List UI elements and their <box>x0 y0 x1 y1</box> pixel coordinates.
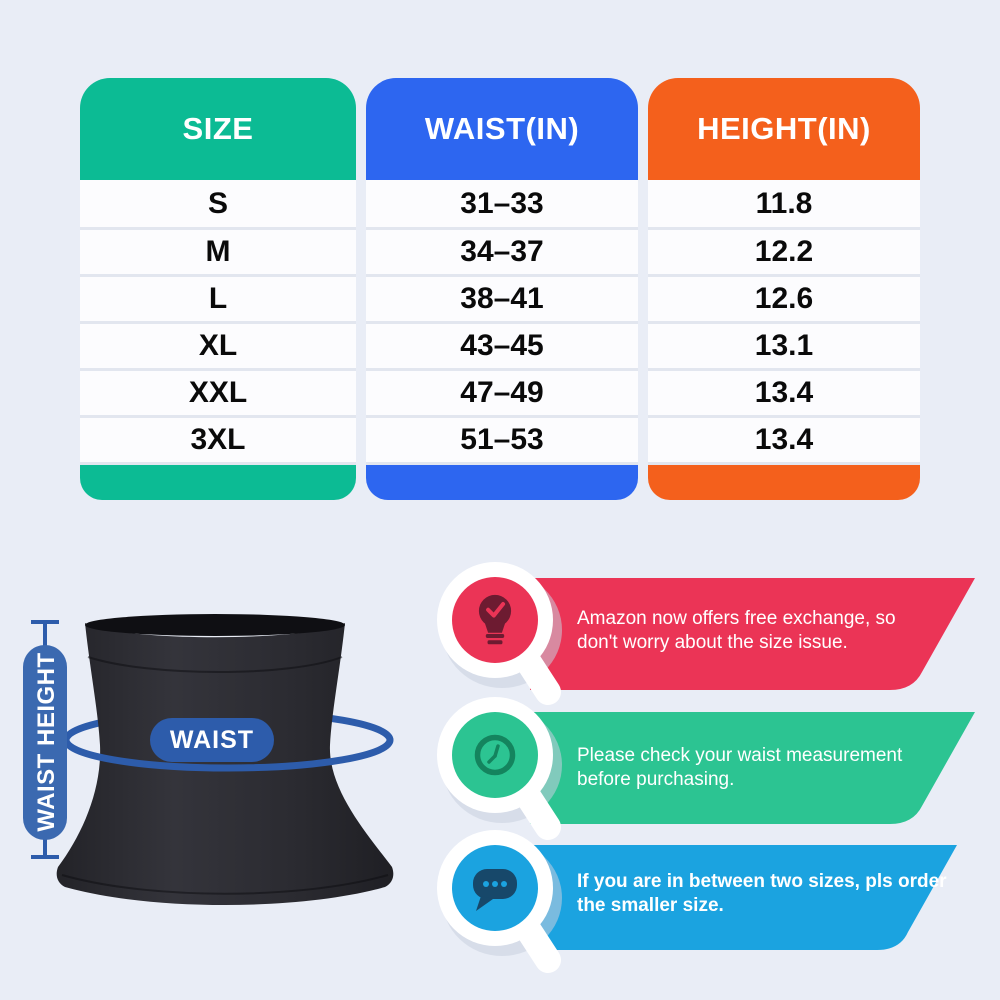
table-cell-size-l: L <box>80 274 356 321</box>
waist-label: WAIST <box>169 726 255 754</box>
between-sizes-text-line1: If you are in between two sizes, pls order <box>577 871 947 892</box>
table-cell-waist-l: 38–41 <box>366 274 638 321</box>
table-cell-waist-xl: 43–45 <box>366 321 638 368</box>
waist-trainer-opening <box>85 614 345 636</box>
table-cell-size-3xl: 3XL <box>80 415 356 462</box>
size-header-label: SIZE <box>182 111 254 146</box>
waist-trainer-illustration <box>0 595 450 935</box>
table-cell-height-m: 12.2 <box>648 227 920 274</box>
table-cell-waist-s: 31–33 <box>366 180 638 227</box>
measure-text-line2: before purchasing. <box>577 769 735 790</box>
height-header-label: HEIGHT(IN) <box>697 111 871 146</box>
between-sizes-callout-text <box>577 870 957 918</box>
waist-header-label: WAIST(IN) <box>424 111 580 146</box>
waist-column-footer-bar <box>366 462 638 500</box>
exchange-callout-text <box>577 607 957 655</box>
exchange-text-line2: don't worry about the size issue. <box>577 632 848 653</box>
table-cell-size-s: S <box>80 180 356 227</box>
table-cell-waist-3xl: 51–53 <box>366 415 638 462</box>
size-column-footer-bar <box>80 462 356 500</box>
height-column-header <box>648 78 920 180</box>
size-table <box>80 78 920 500</box>
waist-height-label: WAIST HEIGHT <box>33 652 60 832</box>
size-column <box>80 78 356 500</box>
measure-callout-text <box>577 744 957 792</box>
measure-text-line1: Please check your waist measurement <box>577 745 903 766</box>
table-cell-height-xxl: 13.4 <box>648 368 920 415</box>
table-cell-size-xl: XL <box>80 321 356 368</box>
height-column <box>648 78 920 500</box>
table-cell-waist-m: 34–37 <box>366 227 638 274</box>
table-cell-height-3xl: 13.4 <box>648 415 920 462</box>
table-cell-size-xxl: XXL <box>80 368 356 415</box>
waist-trainer-body <box>57 623 394 905</box>
table-cell-waist-xxl: 47–49 <box>366 368 638 415</box>
table-cell-height-s: 11.8 <box>648 180 920 227</box>
waist-column-header <box>366 78 638 180</box>
table-cell-height-l: 12.6 <box>648 274 920 321</box>
between-sizes-text-line2: the smaller size. <box>577 895 724 916</box>
size-column-header <box>80 78 356 180</box>
waist-column <box>366 78 638 500</box>
exchange-text-line1: Amazon now offers free exchange, so <box>577 608 896 629</box>
table-cell-size-m: M <box>80 227 356 274</box>
table-cell-height-xl: 13.1 <box>648 321 920 368</box>
height-column-footer-bar <box>648 462 920 500</box>
